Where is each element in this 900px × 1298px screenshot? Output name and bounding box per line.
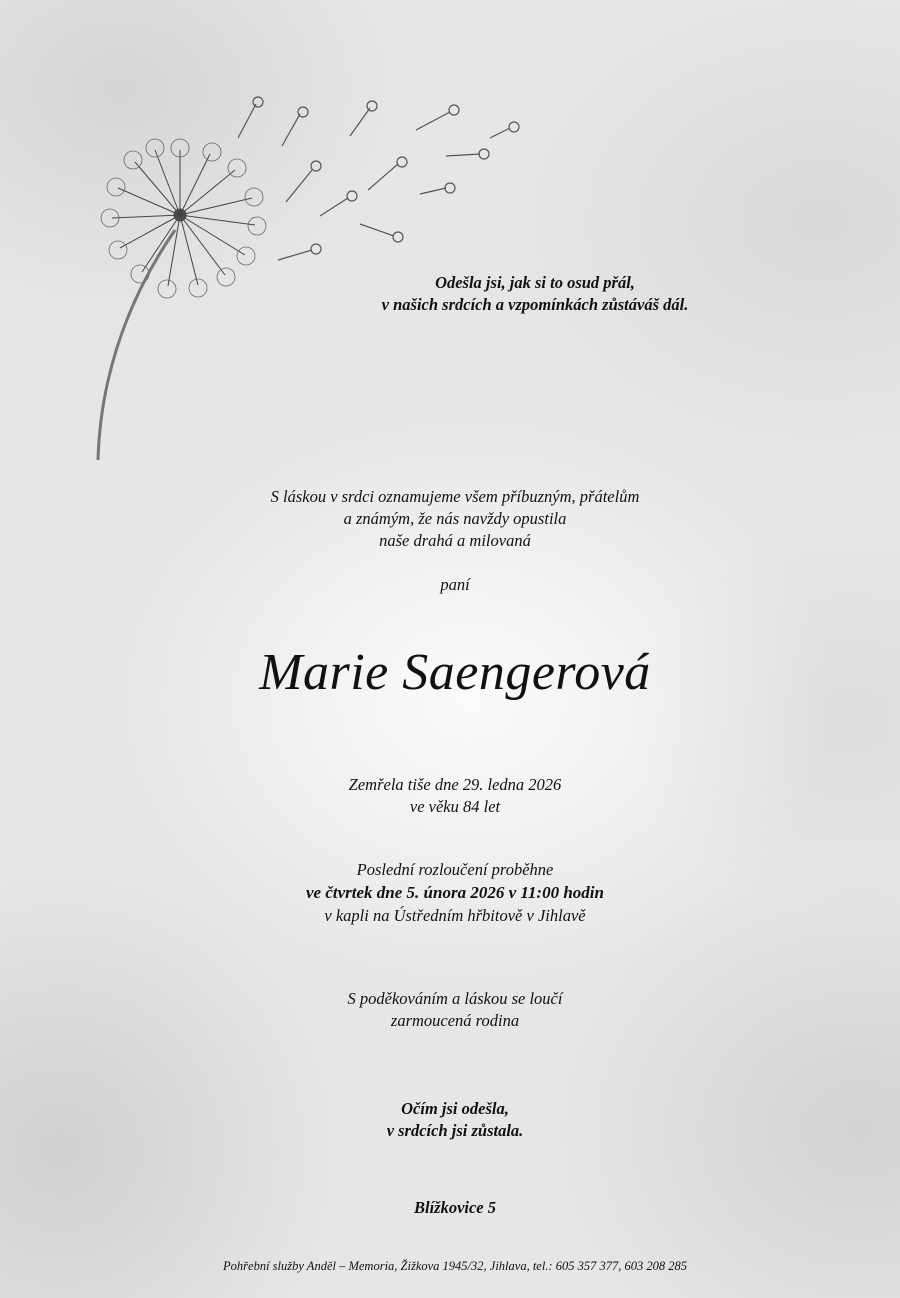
death-age: ve věku 84 let	[409, 797, 501, 816]
motto-top-line1: Odešla jsi, jak si to osud přál,	[435, 273, 635, 292]
motto-bottom-line2: v srdcích jsi zůstala.	[386, 1121, 524, 1140]
death-info	[250, 774, 660, 818]
funeral-datetime: ve čtvrtek dne 5. února 2026 v 11:00 hodin	[306, 883, 604, 902]
family-address: Blížkovice 5	[413, 1198, 497, 1217]
funeral-intro: Poslední rozloučení proběhne	[356, 860, 554, 879]
funeral-service-footer: Pohřební služby Anděl – Memoria, Žižkova 1945/32, Jihlava, tel.: 605 357 377, 603 208 285	[223, 1259, 687, 1273]
announcement-line3: naše drahá a milovaná	[379, 531, 531, 550]
announcement	[180, 486, 730, 552]
funeral-info	[180, 858, 730, 927]
announcement-line2: a známým, že nás navždy opustila	[343, 509, 567, 528]
funeral-place: v kapli na Ústředním hřbitově v Jihlavě	[324, 906, 586, 925]
motto-bottom	[280, 1098, 630, 1142]
motto-top-line2: v našich srdcích a vzpomínkách zůstáváš dál.	[381, 295, 689, 314]
deceased-name: Marie Saengerová	[259, 644, 651, 701]
motto-top	[300, 272, 770, 316]
thanks-line2: zarmoucená rodina	[390, 1011, 520, 1030]
announcement-line1: S láskou v srdci oznamujeme všem příbuzným, přátelům	[270, 487, 640, 506]
death-date: Zemřela tiše dne 29. ledna 2026	[348, 775, 562, 794]
honorific: paní	[440, 575, 470, 594]
thanks-line1: S poděkováním a láskou se loučí	[347, 989, 563, 1008]
motto-bottom-line1: Očím jsi odešla,	[401, 1099, 509, 1118]
thanks	[230, 988, 680, 1032]
